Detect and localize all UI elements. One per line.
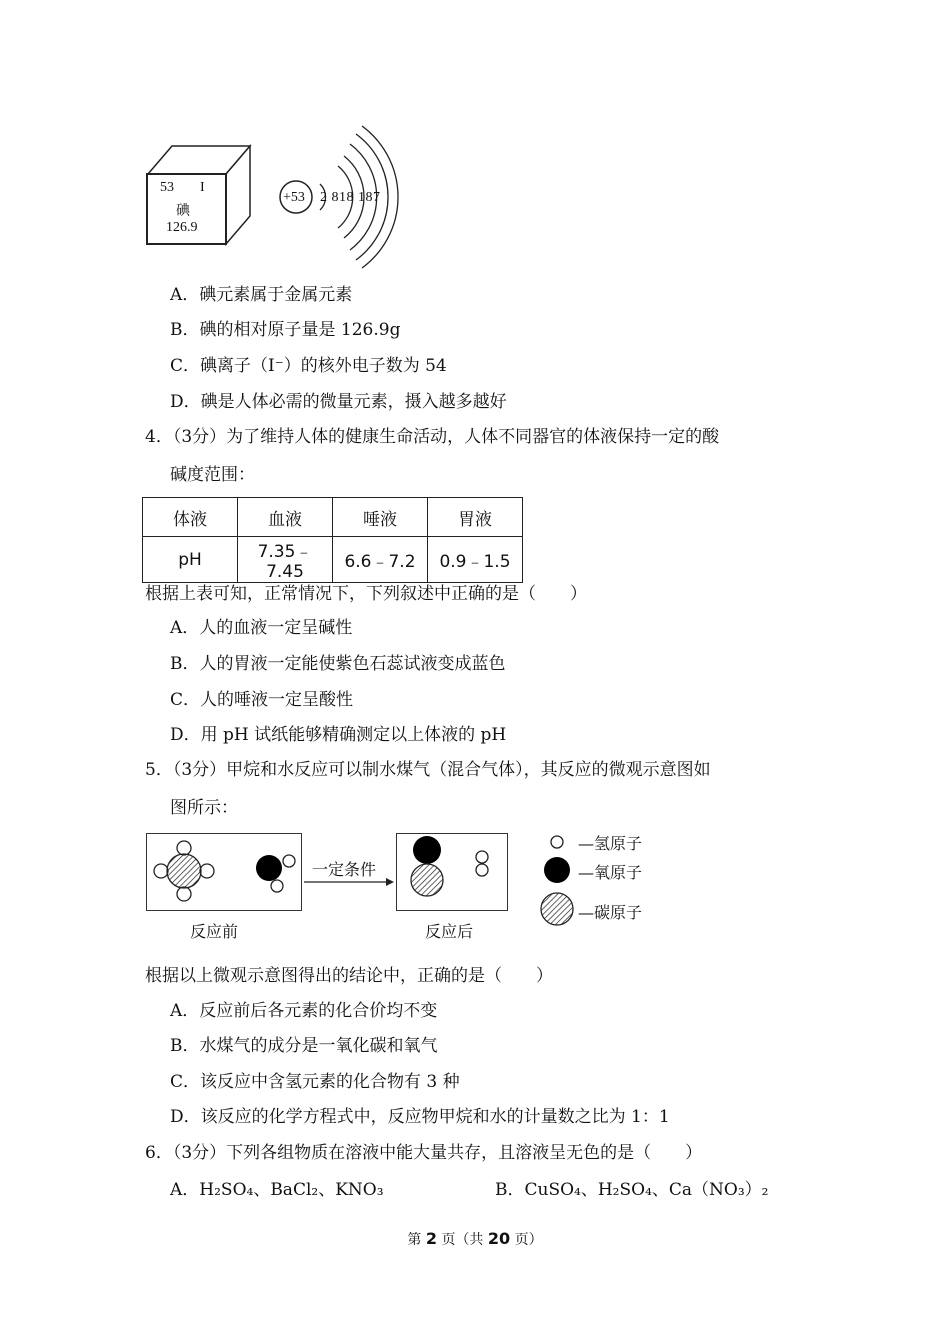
- q6-option-a: A．H₂SO₄、BaCl₂、KNO₃: [170, 1180, 384, 1200]
- footer-total-pages: 20: [487, 1229, 511, 1248]
- legend-hydrogen: —氢原子: [578, 834, 643, 853]
- table-cell: 0.9﹣1.5: [428, 537, 523, 583]
- q6-option-b: B．CuSO₄、H₂SO₄、Ca（NO₃）₂: [495, 1180, 769, 1200]
- table-cell: 7.35﹣7.45: [238, 537, 333, 583]
- footer-middle: 页（共: [441, 1232, 484, 1248]
- atomic-mass: 126.9: [166, 220, 198, 235]
- footer-prefix: 第: [407, 1232, 422, 1248]
- legend-carbon: —碳原子: [578, 903, 643, 922]
- q4-option-a: A．人的血液一定呈碱性: [170, 618, 353, 638]
- footer-suffix: 页）: [514, 1232, 543, 1248]
- table-header-row: [143, 498, 523, 537]
- ph-table: [142, 497, 523, 583]
- table-header-cell: 胃液: [428, 498, 523, 537]
- before-caption: 反应前: [190, 922, 239, 941]
- q4-option-d: D．用 pH 试纸能够精确测定以上体液的 pH: [170, 725, 507, 745]
- footer-page-number: 2: [425, 1229, 437, 1248]
- nucleus-charge: +53: [283, 190, 305, 205]
- before-molecules: [147, 834, 301, 910]
- table-header-cell: 体液: [143, 498, 238, 537]
- iodine-element-card: [146, 144, 254, 246]
- reaction-condition: 一定条件: [312, 860, 377, 879]
- q5-option-c: C．该反应中含氢元素的化合物有 3 种: [170, 1072, 460, 1092]
- element-name: 碘: [176, 204, 190, 219]
- q5-option-a: A．反应前后各元素的化合价均不变: [170, 1001, 438, 1021]
- table-row: [143, 537, 523, 583]
- q5-question: 根据以上微观示意图得出的结论中，正确的是（ ）: [145, 966, 553, 986]
- reaction-arrow: [302, 876, 396, 888]
- after-reaction-box: [396, 833, 508, 911]
- page-footer: [0, 1229, 950, 1249]
- element-symbol: I: [200, 180, 205, 195]
- table-header-cell: 唾液: [333, 498, 428, 537]
- before-reaction-box: [146, 833, 302, 911]
- table-header-cell: 血液: [238, 498, 333, 537]
- q4-heading-cont: 碱度范围：: [170, 465, 255, 485]
- electron-shells: 2 818 187: [320, 190, 381, 205]
- q3-option-c: C．碘离子（I⁻）的核外电子数为 54: [170, 356, 447, 376]
- legend-oxygen: —氧原子: [578, 863, 643, 882]
- after-molecules: [397, 834, 507, 910]
- q3-option-a: A．碘元素属于金属元素: [170, 285, 353, 305]
- table-cell: pH: [143, 537, 238, 583]
- atomic-number: 53: [160, 180, 174, 195]
- q5-option-b: B．水煤气的成分是一氧化碳和氧气: [170, 1036, 438, 1056]
- table-cell: 6.6﹣7.2: [333, 537, 428, 583]
- q4-heading: 4．（3分）为了维持人体的健康生命活动，人体不同器官的体液保持一定的酸: [145, 427, 720, 447]
- after-caption: 反应后: [425, 922, 474, 941]
- q5-heading-cont: 图所示：: [170, 798, 238, 818]
- q3-option-b: B．碘的相对原子量是 126.9g: [170, 320, 401, 340]
- q3-option-d: D．碘是人体必需的微量元素，摄入越多越好: [170, 392, 507, 412]
- q5-heading: 5．（3分）甲烷和水反应可以制水煤气（混合气体），其反应的微观示意图如: [145, 760, 711, 780]
- q4-option-b: B．人的胃液一定能使紫色石蕊试液变成蓝色: [170, 654, 506, 674]
- q5-option-d: D．该反应的化学方程式中，反应物甲烷和水的计量数之比为 1：1: [170, 1107, 670, 1127]
- q4-question: 根据上表可知，正常情况下，下列叙述中正确的是（ ）: [145, 584, 587, 604]
- q4-option-c: C．人的唾液一定呈酸性: [170, 690, 354, 710]
- q6-heading: 6．（3分）下列各组物质在溶液中能大量共存，且溶液呈无色的是（ ）: [145, 1143, 703, 1163]
